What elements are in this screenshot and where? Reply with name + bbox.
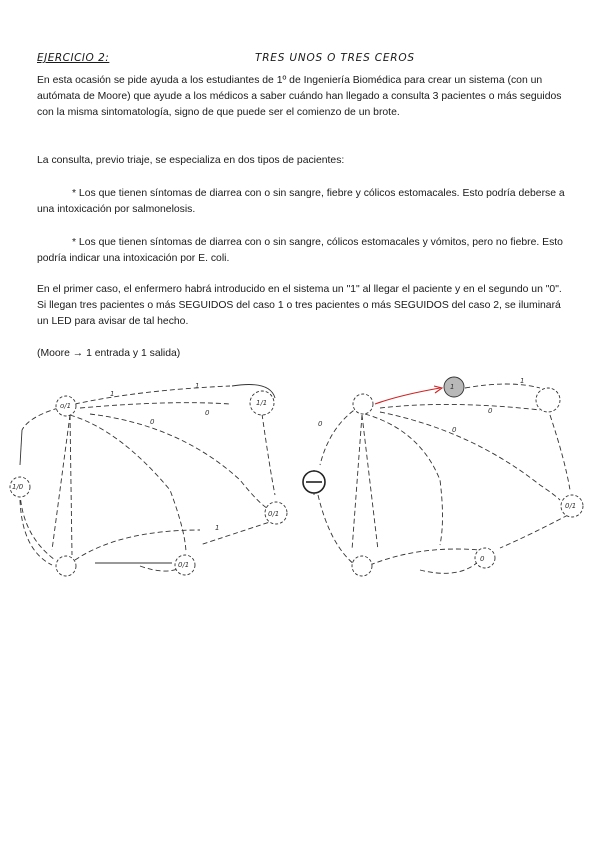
moore-automaton-sketches <box>0 370 600 590</box>
svg-text:0/1: 0/1 <box>565 502 577 510</box>
exercise-title: TRES UNOS O TRES CEROS <box>255 52 415 64</box>
svg-text:0/1: 0/1 <box>178 561 190 569</box>
case2-paragraph: * Los que tienen síntomas de diarrea con o sin sangre, cólicos estomacales y vómitos, pero no fiebre. Esto podría indicar una intoxicación por E. coli. <box>37 237 563 264</box>
svg-text:0: 0 <box>452 426 457 434</box>
case1-paragraph: * Los que tienen síntomas de diarrea con o sin sangre, fiebre y cólicos estomacales. Esto podría deberse a una intoxicación por salmonelosis. <box>37 188 565 215</box>
svg-text:1: 1 <box>450 383 455 391</box>
svg-text:0/1: 0/1 <box>268 510 280 518</box>
svg-text:0: 0 <box>480 555 485 563</box>
svg-text:1/0: 1/0 <box>12 483 24 491</box>
moore-note: (Moore → 1 entrada y 1 salida) <box>37 348 181 359</box>
svg-text:0: 0 <box>205 409 210 417</box>
exercise-label: EJERCICIO 2: <box>37 52 110 64</box>
left-automaton-sketch <box>10 382 287 576</box>
svg-text:1: 1 <box>520 377 525 385</box>
svg-text:1: 1 <box>215 524 220 532</box>
exercise-header <box>37 52 567 68</box>
svg-text:1/1: 1/1 <box>256 399 268 407</box>
svg-text:0: 0 <box>318 420 323 428</box>
svg-text:o/1: o/1 <box>60 402 72 410</box>
intro-paragraph: En esta ocasión se pide ayuda a los estudiantes de 1º de Ingeniería Biomédica para crear un sistema (con un autómata de Moore) que ayude a los médicos a saber cuándo han llegado a consulta 3 pacientes o más seguidos con la misma sintomatología, signo de que puede ser el comienzo de un brote. <box>37 75 562 118</box>
svg-text:0: 0 <box>488 407 493 415</box>
rule-paragraph: En el primer caso, el enfermero habrá introducido en el sistema un "1" al llegar el paciente y en el segundo un "0". Si llegan tres pacientes o más SEGUIDOS del caso 1 o tres pacientes o más SEGUIDOS del caso 2, se iluminará un LED para avisar de tal hecho. <box>37 284 562 327</box>
right-automaton-sketch <box>303 377 583 576</box>
svg-text:0: 0 <box>150 418 155 426</box>
svg-text:1: 1 <box>110 390 115 398</box>
svg-text:1: 1 <box>195 382 200 390</box>
consulta-paragraph: La consulta, previo triaje, se especializa en dos tipos de pacientes: <box>37 155 345 166</box>
